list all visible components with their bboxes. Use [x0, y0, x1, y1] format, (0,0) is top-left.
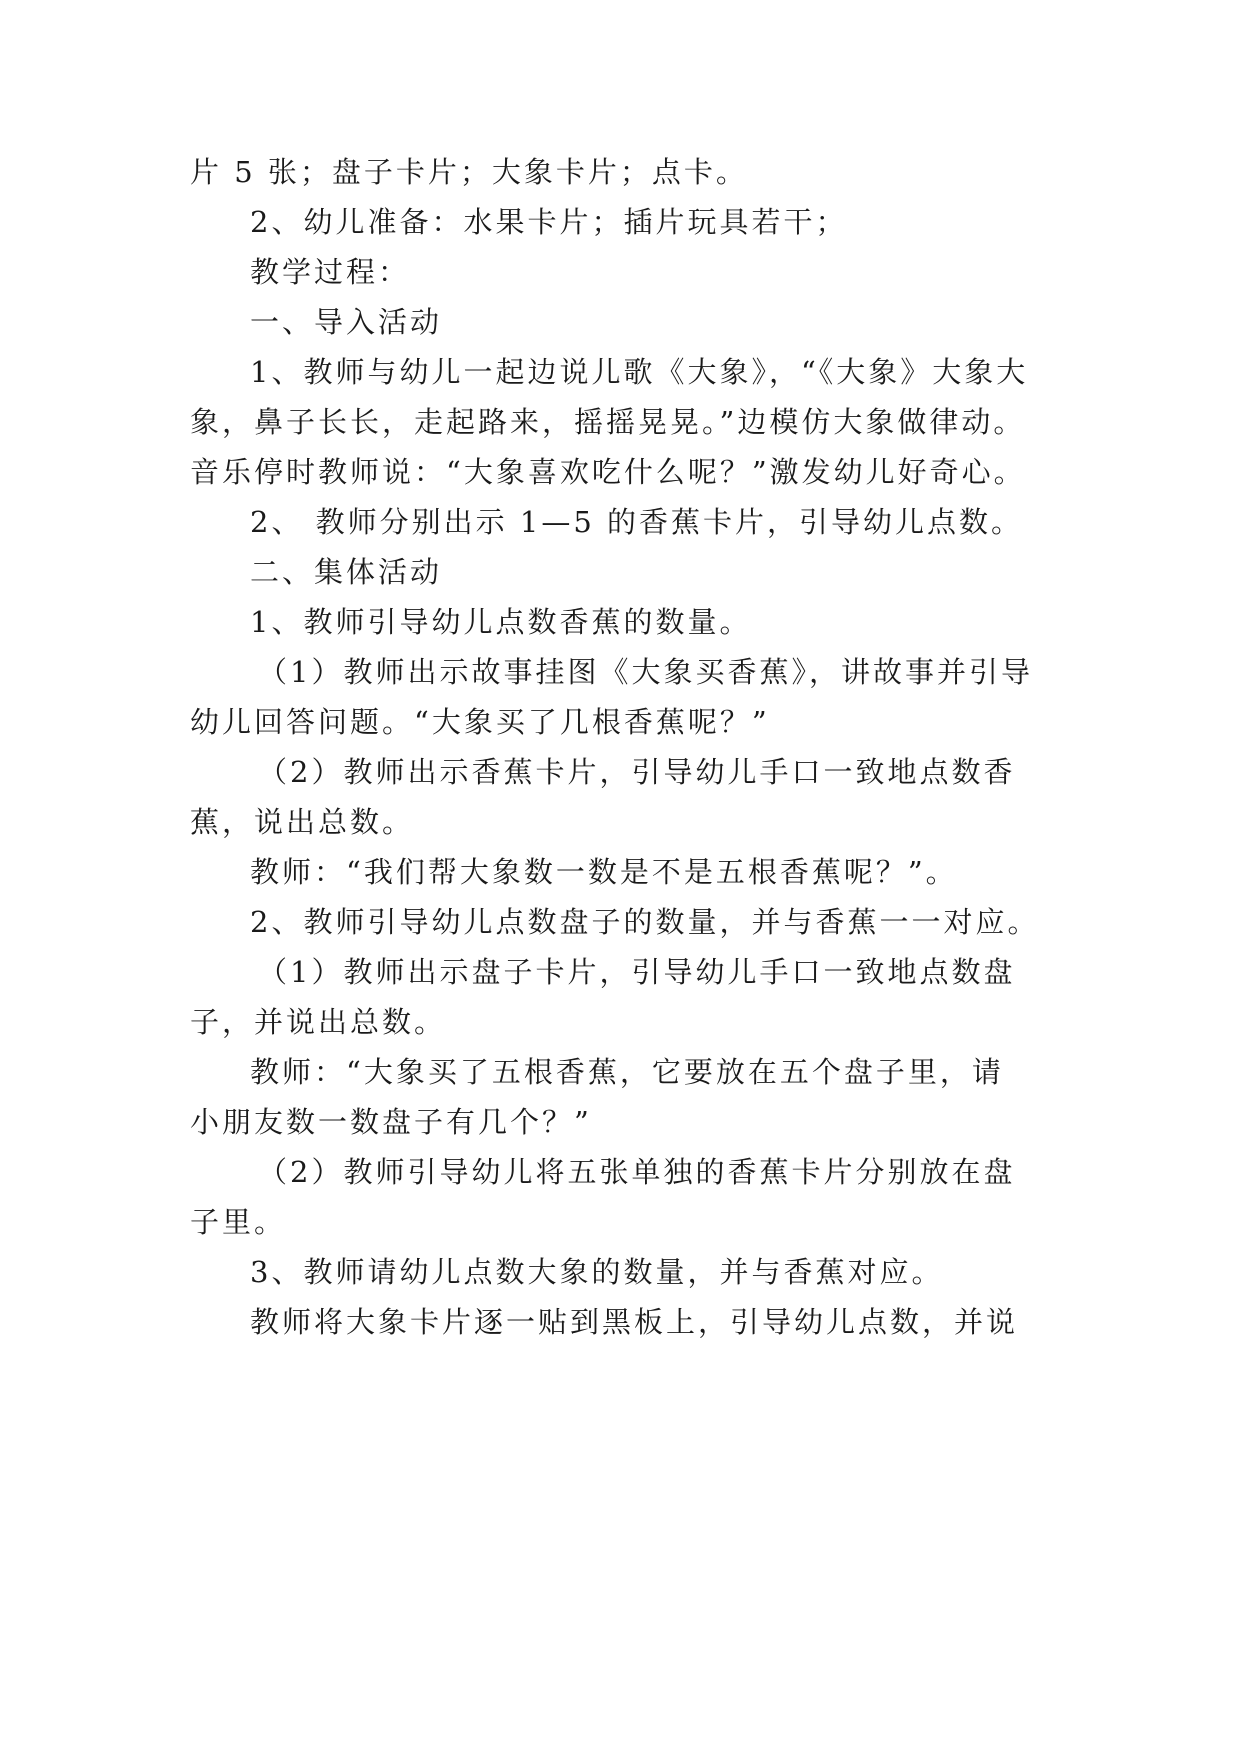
text-line: 教学过程：	[250, 255, 411, 289]
text-line: 幼儿回答问题。“大象买了几根香蕉呢？”	[190, 705, 770, 739]
text-line: （1）教师出示盘子卡片，引导幼儿手口一致地点数盘	[258, 955, 1016, 989]
text-line: 子，并说出总数。	[190, 1005, 447, 1039]
text-line: 蕉，说出总数。	[190, 805, 415, 839]
text-line: 1、教师引导幼儿点数香蕉的数量。	[250, 605, 752, 639]
text-line: （2）教师引导幼儿将五张单独的香蕉卡片分别放在盘	[258, 1155, 1016, 1189]
text-line: （2）教师出示香蕉卡片，引导幼儿手口一致地点数香	[258, 755, 1016, 789]
text-line: 1、教师与幼儿一起边说儿歌《大象》，“《大象》大象大	[250, 355, 1029, 389]
text-line: （1）教师出示故事挂图《大象买香蕉》，讲故事并引导	[258, 655, 1033, 689]
text-line: 教师将大象卡片逐一贴到黑板上，引导幼儿点数，并说	[250, 1305, 1019, 1339]
text-line: 小朋友数一数盘子有几个？”	[190, 1105, 592, 1139]
text-line: 音乐停时教师说：“大象喜欢吃什么呢？”激发幼儿好奇心。	[190, 455, 1026, 489]
text-line: 象，鼻子长长，走起路来，摇摇晃晃。”边模仿大象做律动。	[190, 405, 1026, 439]
text-line: 教师：“大象买了五根香蕉，它要放在五个盘子里，请	[250, 1055, 1004, 1089]
text-line: 2、幼儿准备：水果卡片；插片玩具若干；	[250, 205, 848, 239]
text-line: 2、 教师分别出示 1—5 的香蕉卡片，引导幼儿点数。	[250, 505, 1024, 539]
text-line: 2、教师引导幼儿点数盘子的数量，并与香蕉一一对应。	[250, 905, 1040, 939]
text-line: 子里。	[190, 1205, 287, 1239]
section-heading: 一、导入活动	[250, 305, 443, 339]
section-heading: 二、集体活动	[250, 555, 443, 589]
text-line: 教师：“我们帮大象数一数是不是五根香蕉呢？”。	[250, 855, 958, 889]
text-line: 3、教师请幼儿点数大象的数量，并与香蕉对应。	[250, 1255, 944, 1289]
text-line: 片 5 张；盘子卡片；大象卡片；点卡。	[190, 155, 748, 189]
